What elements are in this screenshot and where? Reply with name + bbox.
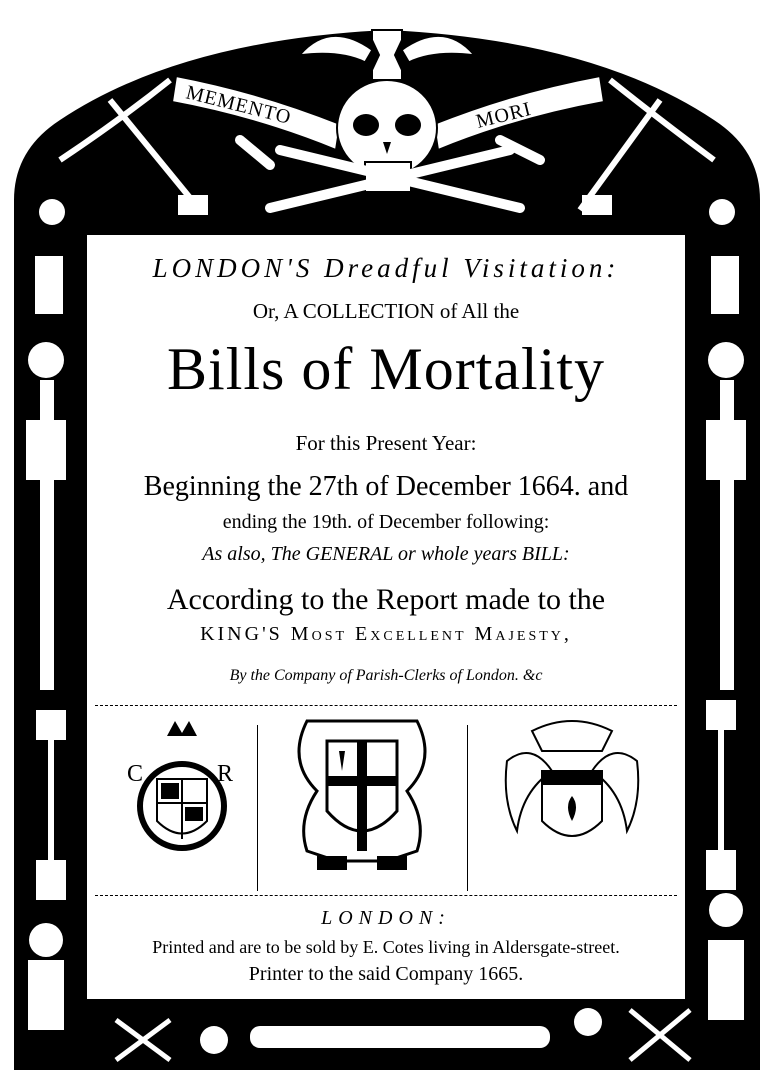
title-line-according: According to the Report made to the xyxy=(166,583,606,616)
divider-vertical-right xyxy=(467,725,468,891)
title-line-collection: Or, A COLLECTION of All the xyxy=(252,299,520,323)
imprint-printer: Printed and are to be sold by E. Cotes living in Aldersgate-street. xyxy=(152,937,620,957)
divider-top xyxy=(95,705,677,706)
ribbon-text-right: MORI xyxy=(473,97,534,133)
title-line-beginning: Beginning the 27th of December 1664. and xyxy=(143,471,629,502)
title-line-company: By the Company of Parish-Clerks of London. &c xyxy=(229,667,543,684)
royal-arms-emblem xyxy=(117,711,247,881)
divider-bottom xyxy=(95,895,677,896)
title-line-general-bill: As also, The GENERAL or whole years BILL: xyxy=(202,543,570,565)
royal-cipher-right: R xyxy=(217,761,234,787)
title-line-present-year: For this Present Year: xyxy=(295,431,477,455)
title-line-majesty: KING'S Most Excellent Majesty, xyxy=(200,623,572,645)
parish-clerks-arms xyxy=(492,711,652,881)
divider-vertical-left xyxy=(257,725,258,891)
city-of-london-arms xyxy=(277,711,447,881)
main-title: Bills of Mortality xyxy=(167,336,605,402)
ribbon-text-left: MEMENTO xyxy=(183,81,294,129)
title-line-londons: LONDON'S Dreadful Visitation: xyxy=(152,253,620,283)
imprint-date: Printer to the said Company 1665. xyxy=(248,963,524,985)
title-line-ending: ending the 19th. of December following: xyxy=(222,511,550,533)
royal-cipher-left: C xyxy=(127,761,144,787)
title-panel xyxy=(84,232,688,1002)
imprint-place: LONDON: xyxy=(321,907,451,929)
